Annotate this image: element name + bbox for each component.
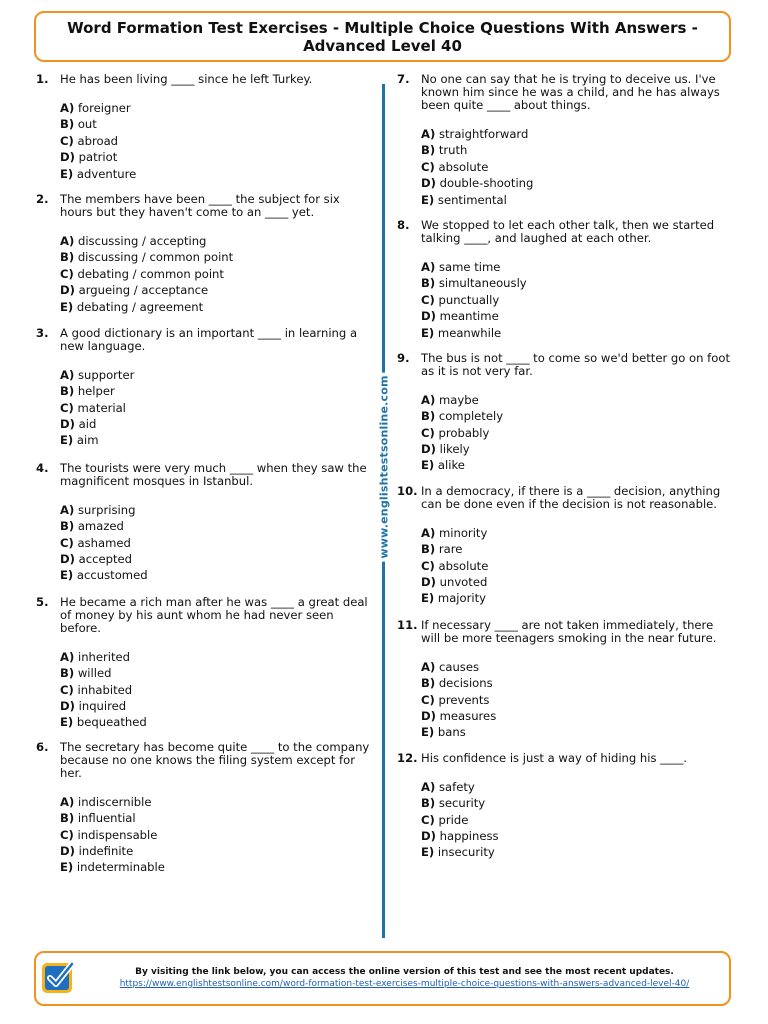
option-text: simultaneously [438,276,527,291]
option-letter: A) [421,392,436,407]
question-stem [36,193,371,219]
answer-options [421,525,732,607]
option-letter: B) [421,676,436,691]
question-number: 2. [36,191,49,206]
option-letter: D) [60,698,75,713]
answer-option[interactable] [421,392,732,408]
questions-right-column [397,73,732,861]
option-text: indispensable [77,827,158,842]
answer-option[interactable] [60,794,371,810]
option-text: out [77,117,97,132]
option-text: meantime [439,309,499,324]
answer-option[interactable] [421,828,732,844]
option-text: absolute [438,159,489,174]
answer-options [60,502,371,584]
answer-options [421,126,732,208]
question-stem [36,596,371,635]
option-text: inherited [77,649,131,664]
question-item [36,596,371,731]
question-stem [36,73,371,86]
option-text: bans [437,725,466,740]
question-text: The secretary has become quite ____ to the company because no one knows the filing system except for her. [60,739,370,780]
option-letter: D) [60,843,75,858]
footer-banner [34,951,731,1006]
option-text: double-shooting [439,176,534,191]
answer-option[interactable] [421,275,732,291]
option-letter: D) [421,575,436,590]
question-stem [397,752,732,765]
option-letter: B) [421,409,436,424]
option-text: patriot [78,150,118,165]
question-text: The bus is not ____ to come so we'd better go on foot as it is not very far. [421,350,730,378]
option-letter: A) [421,779,436,794]
option-text: material [77,400,126,415]
option-text: decisions [438,676,493,691]
question-item [36,327,371,449]
answer-option[interactable] [60,714,371,730]
option-text: accepted [78,552,133,567]
option-text: inhabited [77,682,133,697]
answer-option[interactable] [60,233,371,249]
option-letter: B) [60,117,75,132]
answer-option[interactable] [60,665,371,681]
question-item [36,462,371,584]
answer-options [421,659,732,741]
answer-option[interactable] [60,859,371,875]
option-letter: E) [60,166,74,181]
answer-option[interactable] [60,416,371,432]
option-text: punctually [438,292,500,307]
checkbox-logo-icon [41,960,75,994]
question-number: 3. [36,325,49,340]
question-item [397,219,732,341]
answer-option[interactable] [60,282,371,298]
option-text: unvoted [439,575,488,590]
answer-option[interactable] [60,567,371,583]
option-letter: C) [60,682,74,697]
option-text: same time [438,259,501,274]
answer-option[interactable] [60,249,371,265]
option-text: influential [77,811,136,826]
question-text: No one can say that he is trying to deceive us. I've known him since he was a child, and he has always been quite ____ about things. [421,72,720,112]
answer-option[interactable] [421,692,732,708]
option-letter: D) [60,417,75,432]
footer-link[interactable]: https://www.englishtestsonline.com/word-formation-test-exercises-multiple-choice-questions-with-answers-advanced-level-40/ [119,979,690,989]
option-text: completely [438,409,504,424]
question-number: 12. [397,750,418,765]
answer-options [421,779,732,861]
answer-option[interactable] [421,558,732,574]
option-text: inquired [78,698,127,713]
option-text: helper [77,384,115,399]
answer-option[interactable] [60,502,371,518]
option-text: measures [439,708,497,723]
answer-option[interactable] [421,441,732,457]
option-letter: E) [421,458,435,473]
option-text: maybe [438,392,479,407]
answer-option[interactable] [60,649,371,665]
option-letter: B) [421,143,436,158]
question-item [397,619,732,741]
answer-option[interactable] [60,383,371,399]
option-letter: B) [60,384,75,399]
option-letter: C) [421,692,435,707]
question-stem [36,327,371,353]
option-letter: D) [60,552,75,567]
option-letter: A) [421,127,436,141]
question-item [36,193,371,315]
question-item [397,73,732,208]
question-item [36,73,371,182]
option-letter: E) [60,568,74,583]
question-number: 4. [36,460,49,475]
option-text: truth [438,143,468,158]
option-letter: E) [421,192,435,207]
answer-option[interactable] [421,844,732,860]
option-text: absolute [438,558,489,573]
option-letter: C) [421,425,435,440]
answer-options [60,794,371,876]
option-letter: D) [421,442,436,457]
answer-options [60,367,371,449]
answer-option[interactable] [421,795,732,811]
answer-option[interactable] [60,400,371,416]
footer-text [86,966,723,990]
answer-option[interactable] [421,192,732,208]
question-item [36,741,371,876]
option-letter: A) [60,502,75,517]
question-stem [397,73,732,112]
option-letter: A) [60,794,75,809]
option-letter: D) [421,828,436,843]
page-title-line-2: Advanced Level 40 [303,36,462,55]
question-text: If necessary ____ are not taken immediately, there will be more teenagers smoking in the near future. [421,617,717,645]
answer-option[interactable] [421,659,732,675]
answer-options [60,100,371,182]
option-text: rare [438,542,463,557]
option-letter: D) [421,708,436,723]
option-letter: B) [60,519,75,534]
option-text: indeterminable [76,860,165,875]
option-text: surprising [77,502,136,517]
option-letter: A) [60,649,75,664]
question-stem [397,619,732,645]
option-letter: E) [421,591,435,606]
option-letter: B) [60,250,75,265]
question-stem [397,352,732,378]
answer-option[interactable] [60,149,371,165]
question-stem [36,462,371,488]
option-letter: D) [60,150,75,165]
page-title-line-1: Word Formation Test Exercises - Multiple Choice Questions With Answers - [67,18,698,37]
answer-option[interactable] [421,675,732,691]
answer-option[interactable] [421,142,732,158]
question-text: The members have been ____ the subject for six hours but they haven't come to an ____ yet. [60,191,340,219]
answer-option[interactable] [421,425,732,441]
option-letter: B) [421,542,436,557]
option-text: ashamed [77,535,131,550]
option-text: adventure [76,166,137,181]
question-stem [397,219,732,245]
option-letter: D) [421,176,436,191]
option-text: security [438,796,486,811]
answer-option[interactable] [421,590,732,606]
option-text: discussing / common point [77,250,234,265]
option-letter: C) [421,292,435,307]
option-letter: C) [60,535,74,550]
answer-option[interactable] [60,100,371,116]
answer-option[interactable] [60,698,371,714]
answer-option[interactable] [421,708,732,724]
question-number: 9. [397,350,410,365]
answer-option[interactable] [421,175,732,191]
answer-options [60,233,371,315]
option-letter: C) [60,133,74,148]
option-text: prevents [438,692,490,707]
question-item [397,752,732,861]
answer-option[interactable] [60,843,371,859]
option-text: argueing / acceptance [78,283,209,298]
answer-option[interactable] [421,325,732,341]
answer-option[interactable] [421,779,732,795]
option-letter: E) [421,725,435,740]
option-text: minority [438,525,488,540]
answer-option[interactable] [421,159,732,175]
option-letter: D) [421,309,436,324]
option-text: sentimental [437,192,507,207]
option-text: discussing / accepting [77,233,207,248]
option-letter: E) [60,860,74,875]
option-text: bequeathed [76,715,147,730]
answer-option[interactable] [421,126,732,142]
question-item [397,352,732,474]
option-text: supporter [77,367,135,382]
answer-option[interactable] [60,116,371,132]
option-letter: E) [60,715,74,730]
answer-option[interactable] [421,525,732,541]
question-stem [36,741,371,780]
option-letter: B) [60,666,75,681]
option-text: willed [77,666,112,681]
answer-option[interactable] [421,308,732,324]
answer-options [421,392,732,474]
question-text: He became a rich man after he was ____ a great deal of money by his aunt whom he had never seen before. [60,594,368,635]
footer-note: By visiting the link below, you can access the online version of this test and see the most recent updates. [135,967,674,977]
answer-option[interactable] [60,367,371,383]
answer-option[interactable] [421,408,732,424]
question-text: He has been living ____ since he left Turkey. [60,72,313,86]
answer-option[interactable] [60,133,371,149]
question-number: 7. [397,72,410,86]
option-text: happiness [439,828,499,843]
answer-option[interactable] [421,259,732,275]
option-text: aid [78,417,97,432]
answer-option[interactable] [60,166,371,182]
option-letter: C) [421,812,435,827]
option-text: probably [438,425,490,440]
option-letter: E) [60,433,74,448]
answer-option[interactable] [60,432,371,448]
option-text: indefinite [78,843,134,858]
question-stem [397,485,732,511]
option-text: abroad [77,133,119,148]
option-letter: A) [421,525,436,540]
option-letter: A) [60,101,75,115]
option-letter: E) [60,299,74,314]
option-letter: A) [421,659,436,674]
answer-option[interactable] [421,457,732,473]
question-number: 1. [36,72,49,86]
answer-options [60,649,371,731]
question-text: The tourists were very much ____ when they saw the magnificent mosques in Istanbul. [60,460,367,488]
option-letter: E) [421,845,435,860]
option-text: indiscernible [77,794,152,809]
option-letter: C) [60,400,74,415]
question-text: We stopped to let each other talk, then we started talking ____, and laughed at each other. [421,217,715,245]
option-text: aim [76,433,99,448]
answer-option[interactable] [60,810,371,826]
title-banner [34,11,731,62]
answer-option[interactable] [421,812,732,828]
option-letter: A) [421,259,436,274]
option-text: straightforward [438,127,529,141]
option-text: pride [438,812,469,827]
question-text: A good dictionary is an important ____ in learning a new language. [60,325,358,353]
answer-option[interactable] [60,682,371,698]
option-letter: C) [60,827,74,842]
answer-option[interactable] [60,535,371,551]
option-text: insecurity [437,845,495,860]
answer-option[interactable] [60,551,371,567]
option-letter: C) [421,159,435,174]
question-number: 8. [397,217,410,232]
question-number: 5. [36,594,49,609]
option-text: foreigner [77,101,131,115]
option-text: safety [438,779,475,794]
option-text: debating / common point [77,266,224,281]
questions-left-column [36,73,371,876]
option-letter: D) [60,283,75,298]
question-number: 6. [36,739,49,754]
question-item [397,485,732,607]
option-text: meanwhile [437,325,502,340]
question-number: 10. [397,483,418,498]
option-letter: A) [60,367,75,382]
option-text: accustomed [76,568,148,583]
option-letter: A) [60,233,75,248]
answer-option[interactable] [421,724,732,740]
option-letter: B) [421,796,436,811]
option-letter: C) [421,558,435,573]
question-text: His confidence is just a way of hiding his ____. [421,750,688,765]
option-text: likely [439,442,470,457]
option-text: majority [437,591,487,606]
option-letter: C) [60,266,74,281]
option-text: alike [437,458,465,473]
option-letter: B) [60,811,75,826]
option-letter: B) [421,276,436,291]
answer-option[interactable] [421,574,732,590]
option-text: debating / agreement [76,299,204,314]
answer-option[interactable] [421,292,732,308]
answer-options [421,259,732,341]
option-letter: E) [421,325,435,340]
answer-option[interactable] [60,827,371,843]
answer-option[interactable] [421,541,732,557]
answer-option[interactable] [60,299,371,315]
question-text: In a democracy, if there is a ____ decision, anything can be done even if the decision is not reasonable. [421,483,721,511]
question-number: 11. [397,617,418,632]
answer-option[interactable] [60,518,371,534]
option-text: causes [438,659,480,674]
answer-option[interactable] [60,266,371,282]
side-url-watermark: www.englishtestsonline.com [374,372,395,561]
option-text: amazed [77,519,124,534]
